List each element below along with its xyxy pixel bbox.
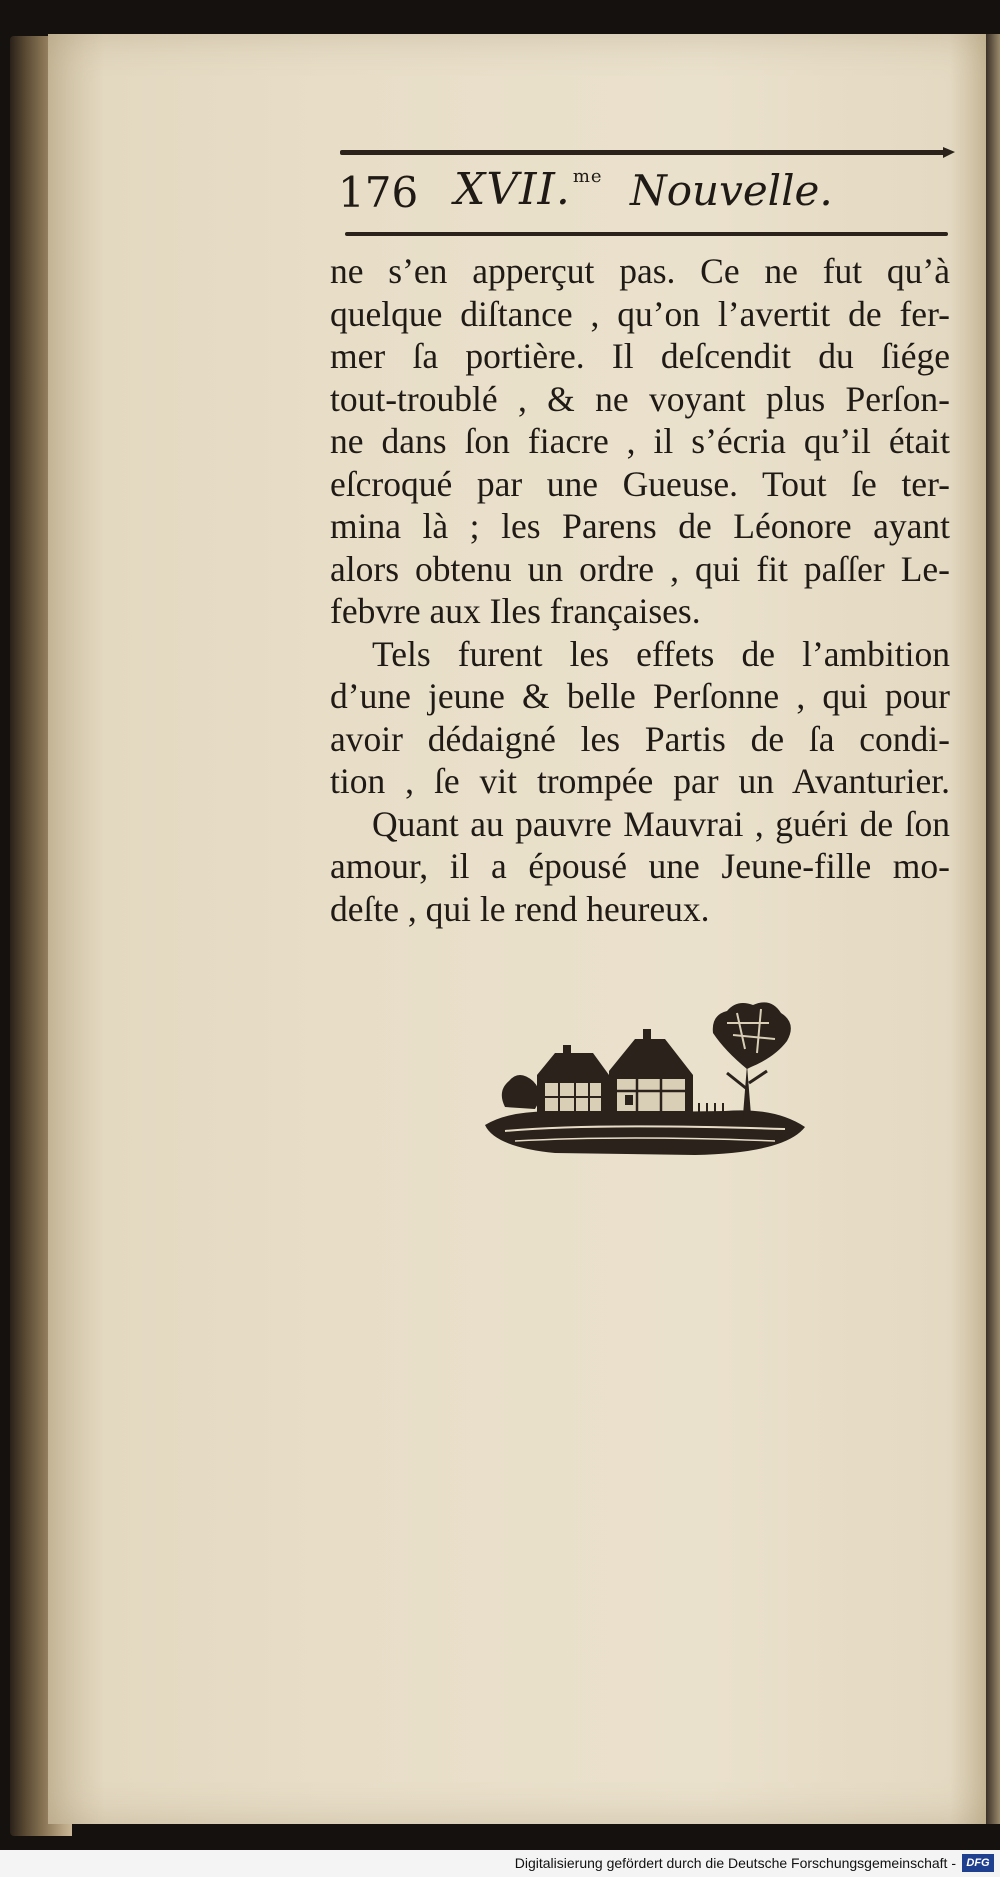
story-numeral-superscript: me xyxy=(572,166,603,187)
header-rule-top xyxy=(340,150,945,155)
story-numeral xyxy=(454,164,603,215)
text-line: d’une jeune & belle Perſonne , qui pour xyxy=(330,676,950,716)
text-line: Tels furent les effets de l’ambition xyxy=(372,633,950,674)
running-head-title: Nouvelle. xyxy=(630,166,833,215)
text-line: quelque diſtance , qu’on l’avertit de fer- xyxy=(330,293,950,334)
footer-bar xyxy=(0,1850,1000,1877)
text-line: tout-troublé , & ne voyant plus Perſon- xyxy=(330,378,950,419)
dfg-logo: DFG xyxy=(962,1854,994,1872)
text-line: tion , ſe vit trompée par un Avanturier. xyxy=(330,761,950,801)
text-line: amour, il a épousé une Jeune-fille mo- xyxy=(330,846,950,886)
page-right-edge xyxy=(986,34,1000,1824)
text-line: febvre aux Iles françaises. xyxy=(330,591,701,631)
text-line: mina là ; les Parens de Léonore ayant xyxy=(330,506,950,546)
woodcut-vignette-house-tree-icon xyxy=(475,995,815,1165)
text-line: Quant au pauvre Mauvrai , guéri de ſon xyxy=(372,803,950,844)
header-rule-bottom xyxy=(345,232,948,236)
text-line: alors obtenu un ordre , qui fit paſſer Le- xyxy=(330,548,950,589)
text-line: eſcroqué par une Gueuse. Tout ſe ter- xyxy=(330,463,950,504)
text-line: ne dans ſon fiacre , il s’écria qu’il était xyxy=(330,421,950,461)
text-line: deſte , qui le rend heureux. xyxy=(330,888,710,929)
body-text xyxy=(330,250,950,930)
digitization-credit: Digitalisierung gefördert durch die Deutsche Forschungsgemeinschaft - xyxy=(514,1855,956,1871)
running-head xyxy=(338,160,948,226)
text-line: ne s’en apperçut pas. Ce ne fut qu’à xyxy=(330,251,950,291)
text-line: avoir dédaigné les Partis de ſa condi- xyxy=(330,718,950,759)
text-line: mer ſa portière. Il deſcendit du ſiége xyxy=(330,336,950,376)
page-number: 176 xyxy=(338,168,419,217)
story-numeral-text: XVII. xyxy=(454,164,571,215)
